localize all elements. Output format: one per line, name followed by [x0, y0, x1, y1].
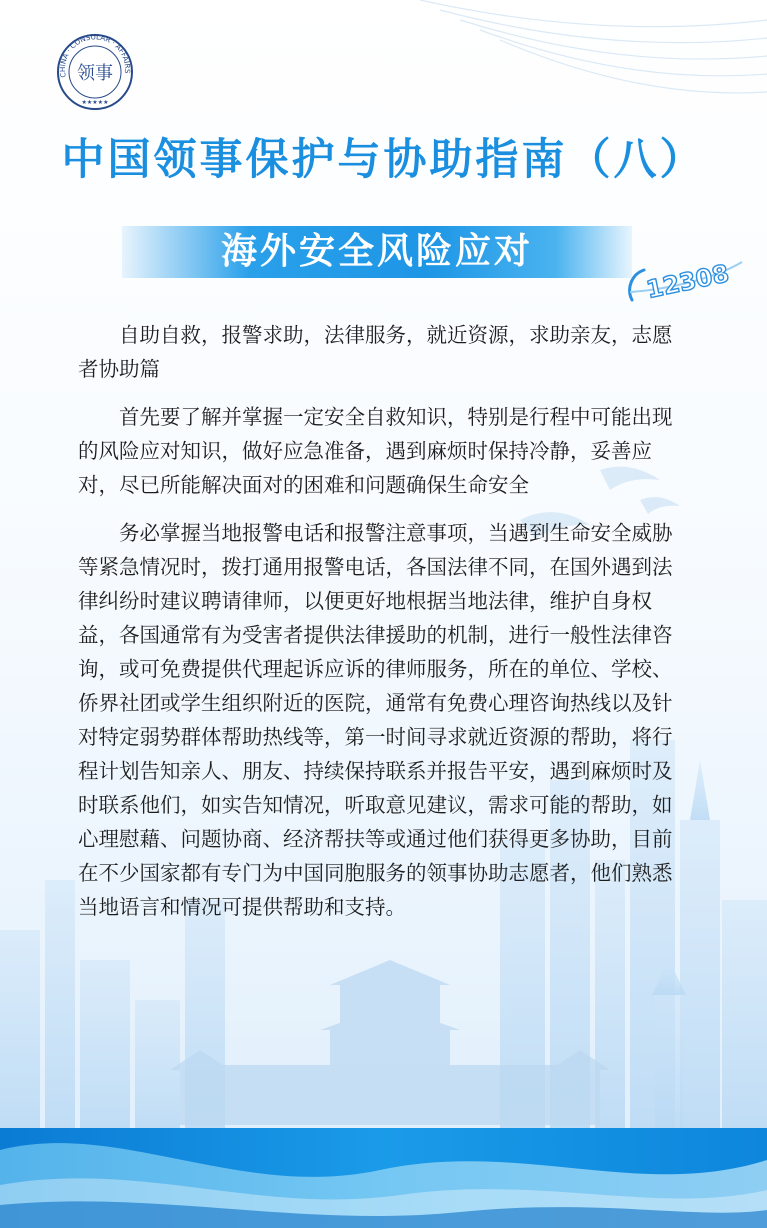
logo-center-text: 领事: [77, 63, 113, 84]
article-body: [78, 318, 692, 938]
decorative-lines: [420, 0, 767, 93]
paragraph: 首先要了解并掌握一定安全自救知识，特别是行程中可能出现的风险应对知识，做好应急准备，遇到麻烦时保持冷静，妥善应对，尽已所能解决面对的困难和问题确保生命安全: [78, 405, 673, 497]
hotline-badge: [622, 250, 750, 310]
logo-stars: ★★★★★: [81, 99, 109, 106]
subtitle: 海外安全风险应对: [220, 231, 533, 272]
wave-decoration: [0, 1128, 767, 1228]
logo-ring-text: CHINA · CONSULAR · AFFAIRS: [57, 33, 133, 79]
paragraph: 自助自救，报警求助，法律服务，就近资源，求助亲友，志愿者协助篇: [78, 323, 673, 381]
consular-affairs-logo: [56, 33, 134, 111]
page-title: 中国领事保护与协助指南（八）: [61, 135, 706, 185]
hotline-number: 12308: [643, 259, 732, 305]
paragraph: 务必掌握当地报警电话和报警注意事项，当遇到生命安全威胁等紧急情况时，拨打通用报警电话，各国法律不同，在国外遇到法律纠纷时建议聘请律师，以便更好地根据当地法律，维护自身权益，各国通常有为受害者提供法律援助的机制，进行一般性法律咨询，或可免费提供代理起诉应诉的律师服务，所在的单位、学校、侨界社团或学生组织附近的医院，通常有免费心理咨询热线以及针对特定弱势群体帮助热线等，第一时间寻求就近资源的帮助，将行程计划告知亲人、朋友、持续保持联系并报告平安，遇到麻烦时及时联系他们，如实告知情况，听取意见建议，需求可能的帮助，如心理慰藉、问题协商、经济帮扶等或通过他们获得更多协助，目前在不少国家都有专门为中国同胞服务的领事协助志愿者，他们熟悉当地语言和情况可提供帮助和支持。: [78, 521, 673, 919]
subtitle-banner: [122, 226, 632, 278]
